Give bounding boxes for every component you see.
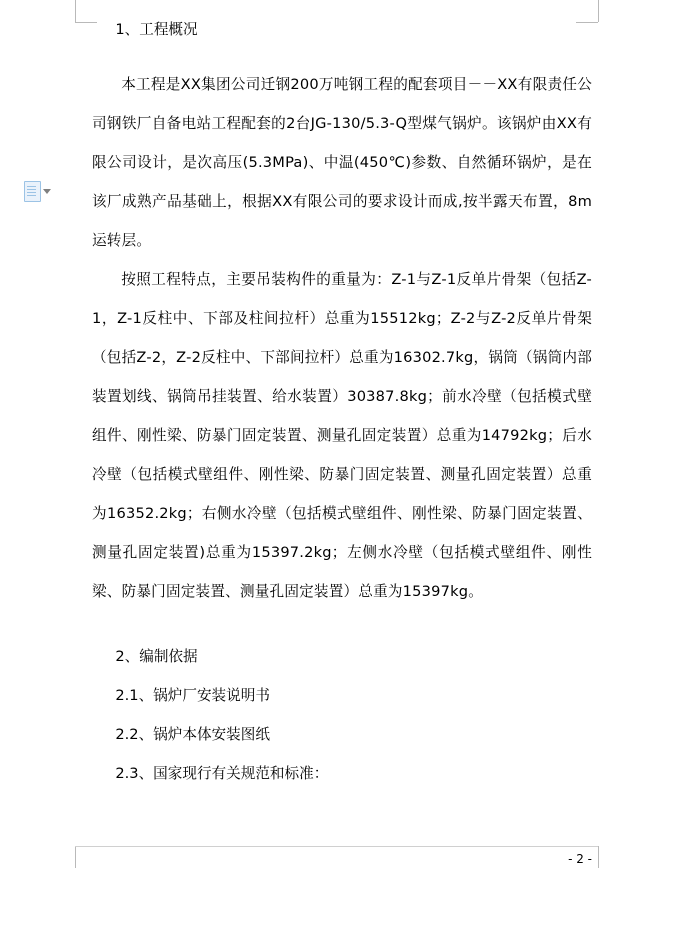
spacer — [92, 49, 592, 65]
crop-mark-top-right — [598, 0, 599, 22]
page-number: - 2 - — [568, 852, 592, 866]
paragraph-overview: 本工程是XX集团公司迁钢200万吨钢工程的配套项目－－XX有限责任公司钢铁厂自备电站工程配套的2台JG-130/5.3-Q型煤气锅炉。该锅炉由XX有限公司设计，是次高压(5.3MPa)、中温(450℃)参数、自然循环锅炉，是在该厂成熟产品基础上，根据XX有限公司的要求设计而成,按半露天布置，8m运转层。 — [92, 76, 592, 249]
section-heading-1: 1、工程概况 — [115, 21, 198, 38]
crop-mark-bottom-left — [75, 846, 76, 868]
document-margin-icon[interactable] — [24, 180, 54, 202]
list-item: 2.3、国家现行有关规范和标准： — [115, 765, 329, 782]
section-heading-2: 2、编制依据 — [115, 648, 198, 665]
document-body — [92, 10, 592, 793]
paragraph-component-weights: 按照工程特点，主要吊装构件的重量为：Z-1与Z-1反单片骨架（包括Z-1，Z-1反柱中、下部及柱间拉杆）总重为15512kg；Z-2与Z-2反单片骨架（包括Z-2，Z-2反柱中、下部间拉杆）总重为16302.7kg，锅筒（锅筒内部装置划线、锅筒吊挂装置、给水装置）30387.8kg；前水冷壁（包括模式壁组件、刚性梁、防暴门固定装置、测量孔固定装置）总重为14792kg；后水冷壁（包括模式壁组件、刚性梁、防暴门固定装置、测量孔固定装置）总重为16352.2kg；右侧水冷壁（包括模式壁组件、刚性梁、防暴门固定装置、测量孔固定装置)总重为15397.2kg；左侧水冷壁（包括模式壁组件、刚性梁、防暴门固定装置、测量孔固定装置）总重为15397kg。 — [92, 271, 592, 600]
chevron-down-icon[interactable] — [43, 189, 51, 194]
spacer-2 — [92, 611, 592, 637]
list-item: 2.2、锅炉本体安装图纸 — [115, 726, 270, 743]
list-item: 2.1、锅炉厂安装说明书 — [115, 687, 270, 704]
crop-mark-bottom-right — [598, 846, 599, 868]
document-icon — [24, 181, 41, 202]
crop-mark-top-left — [75, 0, 76, 22]
footer-divider — [75, 846, 598, 847]
